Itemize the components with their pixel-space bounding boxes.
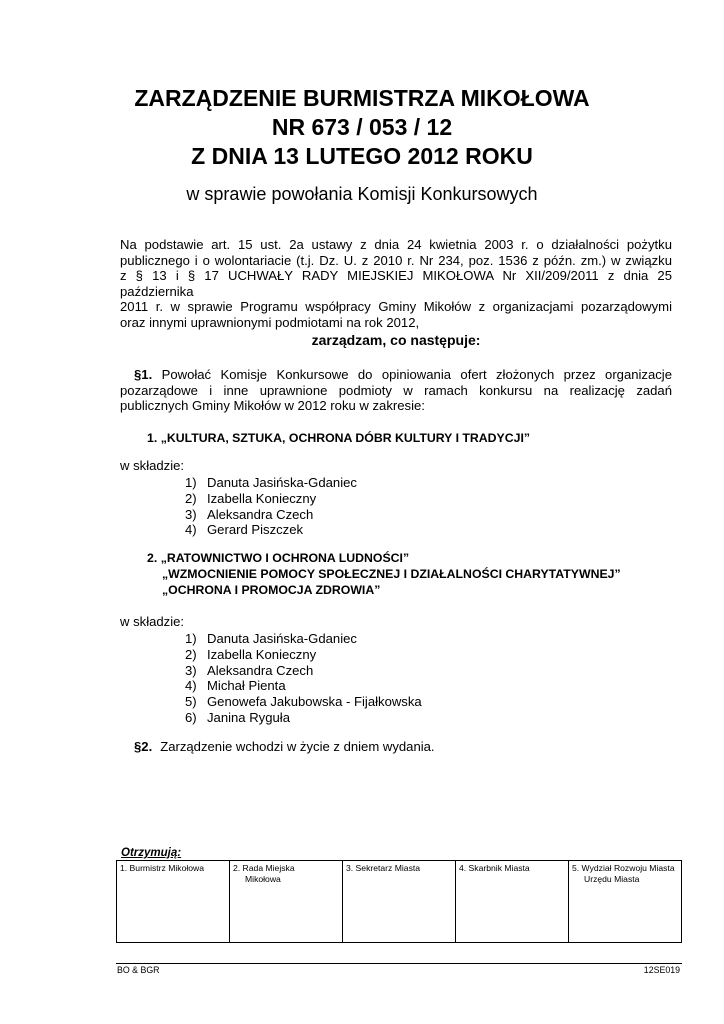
- composition-label-1: w składzie:: [120, 458, 185, 473]
- category-2-line-2: „WZMOCNIENIE POMOCY SPOŁECZNEJ I DZIAŁALNOŚCI CHARYTATYWNEJ”: [162, 567, 621, 581]
- member-item: 3) Aleksandra Czech: [185, 506, 314, 522]
- paragraph-1-line-1: [120, 367, 672, 383]
- paragraph-2-mark: §2.: [134, 739, 153, 754]
- composition-label-2: w składzie:: [120, 614, 185, 629]
- basis-line-4: 2011 r. w sprawie Programu współpracy Gminy Mikołów z organizacjami pozarządowymi: [120, 299, 672, 315]
- member-item: 1) Danuta Jasińska-Gdaniec: [185, 631, 357, 646]
- category-1-heading: [147, 430, 530, 446]
- document-subtitle: w sprawie powołania Komisji Konkursowych: [186, 184, 538, 204]
- member-item: 4) Michał Pienta: [185, 678, 286, 694]
- paragraph-1-mark: §1.: [134, 367, 153, 382]
- paragraph-1-line-2: pozarządowe i inne uprawnione podmioty w ramach konkursu na realizację zadań: [120, 382, 672, 398]
- legal-basis-paragraph: [120, 237, 672, 331]
- member-item: 3) Aleksandra Czech: [185, 662, 314, 678]
- category-2-line-3: „OCHRONA I PROMOCJA ZDROWIA”: [162, 583, 381, 597]
- category-1-number: 1.: [147, 431, 158, 445]
- footer-author: BO & BGR: [117, 965, 160, 975]
- member-item: 1) Danuta Jasińska-Gdaniec: [185, 475, 357, 490]
- basis-line-5: oraz innymi uprawnionymi podmiotami na rok 2012,: [120, 314, 420, 330]
- footer-divider: [116, 963, 682, 964]
- member-item: 4) Gerard Piszczek: [185, 522, 304, 538]
- table-row: [117, 861, 682, 943]
- paragraph-1-line-3: publicznych Gminy Mikołów w 2012 roku w zakresie:: [120, 398, 425, 414]
- document-title: [0, 84, 724, 171]
- member-item: 5) Genowefa Jakubowska - Fijałkowska: [185, 694, 422, 710]
- recipient-cell: 3. Sekretarz Miasta: [343, 861, 456, 943]
- category-1-text: „KULTURA, SZTUKA, OCHRONA DÓBR KULTURY I TRADYCJI”: [160, 431, 531, 445]
- recipient-cell: 2. Rada Miejska Mikołowa: [230, 861, 343, 943]
- paragraph-1: [120, 367, 672, 414]
- basis-line-2: publicznego i o wolontariacie (t.j. Dz. U. z 2010 r. Nr 234, poz. 1536 z późn. zm.) w związku: [120, 252, 672, 268]
- paragraph-2-text: Zarządzenie wchodzi w życie z dniem wydania.: [160, 739, 435, 754]
- recipient-cell: 1. Burmistrz Mikołowa: [117, 861, 230, 943]
- recipient-cell: 5. Wydział Rozwoju Miasta Urzędu Miasta: [569, 861, 682, 943]
- category-2-heading: [147, 550, 621, 598]
- title-line-2: NR 673 / 053 / 12: [271, 114, 453, 140]
- title-line-3: Z DNIA 13 LUTEGO 2012 ROKU: [191, 143, 533, 169]
- basis-line-3: z § 13 i § 17 UCHWAŁY RADY MIEJSKIEJ MIKOŁOWA Nr XII/209/2011 z dnia 25 października: [120, 268, 672, 299]
- member-item: 6) Janina Ryguła: [185, 709, 290, 725]
- decree-statement: zarządzam, co następuje:: [311, 332, 481, 348]
- member-item: 2) Izabella Konieczny: [185, 646, 317, 662]
- committee-1-members: [185, 475, 357, 538]
- category-2-number: 2.: [147, 551, 158, 565]
- footer-code: 12SE019: [643, 965, 680, 975]
- category-2-line-1: 2. „RATOWNICTWO I OCHRONA LUDNOŚCI”: [147, 551, 410, 565]
- title-line-1: ZARZĄDZENIE BURMISTRZA MIKOŁOWA: [134, 85, 590, 111]
- recipient-cell: 4. Skarbnik Miasta: [456, 861, 569, 943]
- paragraph-1-text-1: Powołać Komisje Konkursowe do opiniowania ofert złożonych przez organizacje: [161, 367, 672, 382]
- recipients-label: Otrzymują:: [121, 847, 182, 859]
- recipients-table: [116, 860, 682, 943]
- member-item: 2) Izabella Konieczny: [185, 490, 317, 506]
- committee-2-members: [185, 631, 422, 726]
- paragraph-2: [134, 739, 435, 754]
- basis-line-1: Na podstawie art. 15 ust. 2a ustawy z dnia 24 kwietnia 2003 r. o działalności pożytku: [120, 237, 672, 252]
